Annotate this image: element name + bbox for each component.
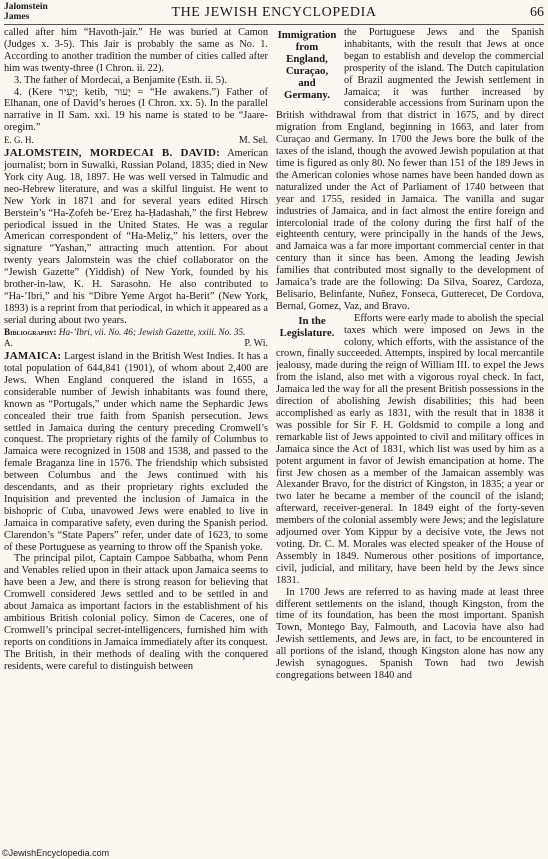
paragraph: 3. The father of Mordecai, a Benjamite (Esth. ii. 5). [14,74,227,86]
right-column [276,27,544,845]
entry-jamaica [4,351,268,553]
paragraph: The principal pilot, Captain Campoe Sabbatha, whom Penn and Venables relied upon in their attack upon Jamaica seems to have been a Jew, and there is strong reason for believing that Cromwell considered Jews settled and to be settled in and about Jamaica as important factors in the establishment of his ambitious British colonial policy. Simon de Caceres, one of Cromwell’s principal secret-intelligencers, furnished him with reports on conditions in Jamaica immediately after its conquest. The British, in their methods of dealing with the conquered residents, were careful to distinguish between [4,553,268,672]
paragraph-text: the Portuguese Jews and the Spanish inhabitants, with the result that Jews at once began to establish and develop the commercial prosperity of the island. The Dutch capitulation of Brazil augmented the Jewish settlement in Jamaica; it was further increased by considerable accessions from Surinam upon the British withdrawal from that district in 1675, and by direct migration from England, beginning in 1663, and later from Curaçao and Germany. In 1700 the Jews bore the bulk of the taxes of the island, though the avowed Jewish population at that time is figured as only 80. No fewer than 151 of the 189 Jews in the American colonies whose names have been handed down as naturalized under the Act of Parliament of 1740 between that year and 1755, resided in Jamaica. The vanilla and sugar industries of Jamaica, and in fact almost the entire foreign and intercolonial trade of the colony during the first half of the eighteenth century, were principally in the hands of the Jews, and Jamaica was a far more important commercial center in that century than it since has been. Among the leading Jewish families that contributed most signally to the development of Jamaica’s trade are the following: Da Silva, Soarez, Cardoza, Belisario, Belinfante, Nuñez, Fonseca, Gutterecet, De Cordova, Bernal, Gomez, Vaz, and Bravo. [276,27,544,312]
signature-initials: E. G. H. [4,135,34,146]
entry-text: American journalist; born in Suwalki, Russian Poland, 1835; died in New York city Aug. 18, 1897. He was well versed in Talmudic and neo-Hebrew literature, and was a skilful linguist. He went to New York in 1871 and for several years edited Hirsch Berstein’s “Ha-Ẓofeh be-’Ereẓ ha-Ḥadashah,” the first Hebrew periodical issued in the United States. He was a regular American correspondent of “Ha-Meliẓ,” his letters, over the signature “Yashan,” attracting much attention. For about twenty years Jalomstein was the chief collaborator on the “Jewish Gazette” (Yiddish) of New York, founded by his brother-in-law, K. H. Sarasohn. He also contributed to “Ha-’Ibri,” and his “Dibre Yeme Argot ha-Berit” (New York, 1893) is a reprint from that periodical, in which it appeared as a serial during about two years. [4,148,268,326]
entry-heading: JALOMSTEIN, MORDECAI B. DAVID: [4,147,221,160]
paragraph: called after him “Havoth-jair.” He was buried at Camon (Judges x. 3-5). This Jair is probably the same as No. 1. According to another tradition the number of cities called after him was twenty-three (I Chron. ii. 22). [4,27,268,74]
bibliography-label: Bibliography: [4,326,57,337]
entry-heading: JAMAICA: [4,350,62,363]
bibliography [4,327,268,338]
bibliography-text: Ha-’Ibri, vii. No. 46; Jewish Gazette, xxiii. No. 35. [56,326,246,337]
entry-text: Largest island in the British West Indies. It has a total population of 644,841 (1901), of whom about 2,400 are Jews. When England conquered the island in 1655, a considerable number of Jewish inhabitants was found there, known as “Portugals,” under which name the Sephardic Jews concealed their true faith from Spanish persecution. Jews settled in Jamaica during the century preceding Cromwell’s conquest. The proprietary rights of the family of Columbus to Jamaica were recognized in 1508 and 1538, and passed to the female Braganza line in 1576. The friendship which subsisted between Columbus and the Jews continued with his descendants, and as their proprietary rights excluded the Inquisition and prevented the inclusion of Jamaica in the bishopric of Cuba, unavowed Jews were enabled to live in Jamaica in comparative safety, even during the Spanish period. Clarendon’s “State Papers” refer, under date of 1623, to some of these Portuguese as yearning to throw off the Spanish yoke. [4,351,268,553]
page-title: THE JEWISH ENCYCLOPEDIA [171,5,377,20]
paragraph-text: Efforts were early made to abolish the special taxes which were imposed on Jews in the colony, which efforts, with the assistance of the crown, finally succeeded. Attempts, inspired by local mercantile jealousy, made during the reign of William III. to expel the Jews from the island, also met with a vigorous royal check. In fact, Jamaica led the way for all the present British possessions in the direction of abolishing Jewish disabilities; this had been accomplished as early as 1831, with the result that in 1838 it was possible for Sir F. H. Goldsmid to compile a long and remarkable list of Jews appointed to civil and military offices in Jamaica since the Act of 1831, which list was used by him as a potent argument in favor of Jewish emancipation at home. The first Jew chosen as a member of the Jamaican assembly was Alexander Bravo, for the district of Kingston, in 1835; a year or two later he became a member of the council of the island; afterward, receiver-general. In 1849 eight of the forty-seven members of the colonial assembly were Jews; and the legislature adjourned over Yom Kippur by a decisive vote, the Jews not voting. Dr. C. M. Morales was elected speaker of the House of Assembly in 1849. Numerous other positions of importance, civil, judicial, and military, have been held by the Jews since 1831. [276,312,544,586]
signature-initials: A. [4,338,13,349]
paragraph: 4. (Kere יָעִיר; ketib, יָעוּר = “He awakens.”) Father of Elhanan, one of David’s heroes (I Chron. xx. 5). In the parallel narrative in II Sam. xxi. 19 his name is stated to be “Jaare-oregim.” [4,86,268,134]
left-column [4,27,268,845]
running-head-first: Jalomstein [4,2,48,12]
margin-note-immigration: Immigration from England, Curaçao, and Germany. [277,29,337,101]
signature-author: M. Sel. [238,135,268,147]
running-head-last: James [4,12,30,22]
signature-author: P. Wi. [244,338,268,350]
footer-credit: ©JewishEncyclopedia.com [2,848,110,858]
paragraph [276,27,544,313]
margin-note-legislature: In the Legislature. [279,314,335,339]
running-header [4,2,544,25]
page-number: 66 [530,5,544,20]
author-signature [4,135,268,147]
paragraph: In 1700 Jews are referred to as having made at least three different settlements on the island, though Kingston, from the time of its foundation, has been the most important. Spanish Town, Montego Bay, Falmouth, and Lacovia have also had Jewish settlements, and Jews are, in fact, to be encountered in all portions of the island, though Kingston alone has now any Jewish synagogues. Spanish Town had two Jewish congregations between 1840 and [276,586,544,681]
entry-jalomstein [4,148,268,327]
paragraph [276,313,544,587]
author-signature [4,338,268,350]
